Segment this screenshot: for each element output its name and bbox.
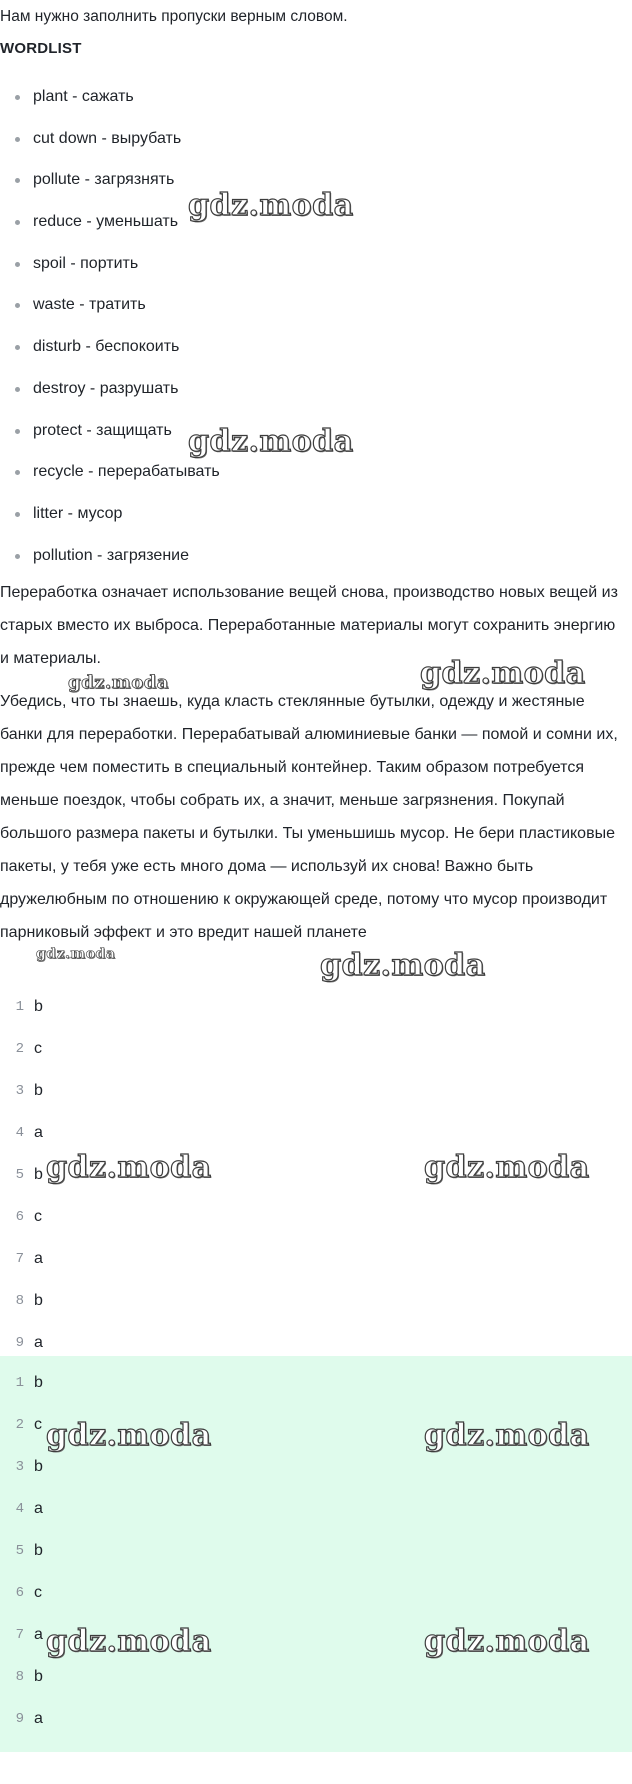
answer-number: 1 xyxy=(15,999,24,1015)
answer-row xyxy=(0,1080,632,1122)
answer-number: 5 xyxy=(15,1167,24,1183)
answer-row xyxy=(0,1456,632,1498)
wordlist-heading: WORDLIST xyxy=(0,40,82,57)
answer-number: 5 xyxy=(15,1543,24,1559)
wordlist xyxy=(0,86,600,586)
paragraph-translation: Убедись, что ты знаешь, куда класть стеклянные бутылки, одежду и жестяные банки для переработки. Перерабатывай алюминиевые банки — помой и сомни их, прежде чем поместить в специальный контейнер. Таким образом потребуется меньше поездок, чтобы собрать их, а значит, меньше загрязнения. Покупай большого размера пакеты и бутылки. Ты уменьшишь мусор. Не бери пластиковые пакеты, у тебя уже есть много дома — используй их снова! Важно быть дружелюбным по отношению к окружающей среде, потому что мусор производит парниковый эффект и это вредит нашей планете xyxy=(0,693,618,941)
answer-number: 3 xyxy=(15,1459,24,1475)
bullet-icon xyxy=(15,262,20,267)
answer-list xyxy=(0,996,632,1374)
watermark-logo: gdz.moda xyxy=(188,188,354,223)
bullet-icon xyxy=(15,303,20,308)
watermark-logo: gdz.moda xyxy=(320,948,486,983)
answer-row xyxy=(0,1540,632,1582)
intro-text: Нам нужно заполнить пропуски верным словом. xyxy=(0,8,348,25)
answer-value: b xyxy=(34,1166,43,1183)
answer-value: a xyxy=(34,1626,43,1643)
answer-value: b xyxy=(34,1292,43,1309)
wordlist-item xyxy=(0,86,600,128)
answer-number: 8 xyxy=(15,1293,24,1309)
answer-number: 7 xyxy=(15,1627,24,1643)
answer-number: 2 xyxy=(15,1417,24,1433)
answer-number: 4 xyxy=(15,1501,24,1517)
answer-number: 9 xyxy=(15,1711,24,1727)
watermark-logo: gdz.moda xyxy=(46,1150,212,1185)
bullet-icon xyxy=(15,345,20,350)
answer-row xyxy=(0,1708,632,1750)
answer-row xyxy=(0,1248,632,1290)
answer-value: b xyxy=(34,1374,43,1391)
answer-row xyxy=(0,1666,632,1708)
answer-number: 6 xyxy=(15,1209,24,1225)
answer-value: b xyxy=(34,998,43,1015)
wordlist-item xyxy=(0,294,600,336)
answer-row xyxy=(0,1038,632,1080)
answer-row xyxy=(0,1582,632,1624)
wordlist-item-text: recycle - перерабатывать xyxy=(33,463,220,481)
wordlist-item xyxy=(0,128,600,170)
bullet-icon xyxy=(15,470,20,475)
answer-row xyxy=(0,1498,632,1540)
wordlist-item xyxy=(0,336,600,378)
answer-row xyxy=(0,996,632,1038)
answer-number: 7 xyxy=(15,1251,24,1267)
wordlist-item-text: pollute - загрязнять xyxy=(33,171,175,189)
wordlist-item xyxy=(0,461,600,503)
watermark-logo: gdz.moda xyxy=(68,672,169,693)
bullet-icon xyxy=(15,387,20,392)
watermark-logo: gdz.moda xyxy=(424,1150,590,1185)
watermark-logo: gdz.moda xyxy=(188,424,354,459)
wordlist-item-text: cut down - вырубать xyxy=(33,129,182,147)
bullet-icon xyxy=(15,178,20,183)
answer-value: b xyxy=(34,1458,43,1475)
paragraph-recycling: Переработка означает использование вещей снова, производство новых вещей из старых вместо их выброса. Переработанные материалы могут сохранить энергию и материалы. xyxy=(0,584,618,667)
answer-number: 9 xyxy=(15,1335,24,1351)
wordlist-item-text: spoil - портить xyxy=(33,254,139,272)
bullet-icon xyxy=(15,220,20,225)
watermark-logo: gdz.moda xyxy=(46,1624,212,1659)
answer-value: b xyxy=(34,1668,43,1685)
wordlist-item-text: pollution - загрязение xyxy=(33,546,189,564)
watermark-logo: gdz.moda xyxy=(424,1418,590,1453)
answer-number: 2 xyxy=(15,1041,24,1057)
bullet-icon xyxy=(15,429,20,434)
answer-number: 1 xyxy=(15,1375,24,1391)
wordlist-item xyxy=(0,378,600,420)
answer-row xyxy=(0,1206,632,1248)
wordlist-item-text: protect - защищать xyxy=(33,421,172,439)
watermark-logo: gdz.moda xyxy=(424,1624,590,1659)
answer-value: b xyxy=(34,1542,43,1559)
answer-value: a xyxy=(34,1124,43,1141)
answer-value: a xyxy=(34,1250,43,1267)
wordlist-item-text: litter - мусор xyxy=(33,504,123,522)
wordlist-item xyxy=(0,503,600,545)
watermark-logo: gdz.moda xyxy=(36,946,116,962)
wordlist-item-text: waste - тратить xyxy=(33,296,146,314)
watermark-logo: gdz.moda xyxy=(420,656,586,691)
wordlist-item-text: reduce - уменьшать xyxy=(33,213,179,231)
answer-value: c xyxy=(34,1208,42,1225)
answer-value: a xyxy=(34,1334,43,1351)
wordlist-item-text: plant - сажать xyxy=(33,88,134,105)
bullet-icon xyxy=(15,554,20,559)
answer-value: a xyxy=(34,1500,43,1517)
answer-number: 6 xyxy=(15,1585,24,1601)
answer-value: c xyxy=(34,1416,42,1433)
bullet-icon xyxy=(15,137,20,142)
bullet-icon xyxy=(15,95,20,100)
answer-value: a xyxy=(34,1710,43,1727)
answer-row xyxy=(0,1290,632,1332)
wordlist-item-text: destroy - разрушать xyxy=(33,379,179,397)
watermark-logo: gdz.moda xyxy=(46,1418,212,1453)
wordlist-item xyxy=(0,253,600,295)
answer-number: 4 xyxy=(15,1125,24,1141)
answer-row xyxy=(0,1372,632,1414)
answer-value: c xyxy=(34,1040,42,1057)
wordlist-item-text: disturb - беспокоить xyxy=(33,338,180,356)
answer-number: 3 xyxy=(15,1083,24,1099)
answer-value: c xyxy=(34,1584,42,1601)
answer-number: 8 xyxy=(15,1669,24,1685)
answer-value: b xyxy=(34,1082,43,1099)
bullet-icon xyxy=(15,512,20,517)
